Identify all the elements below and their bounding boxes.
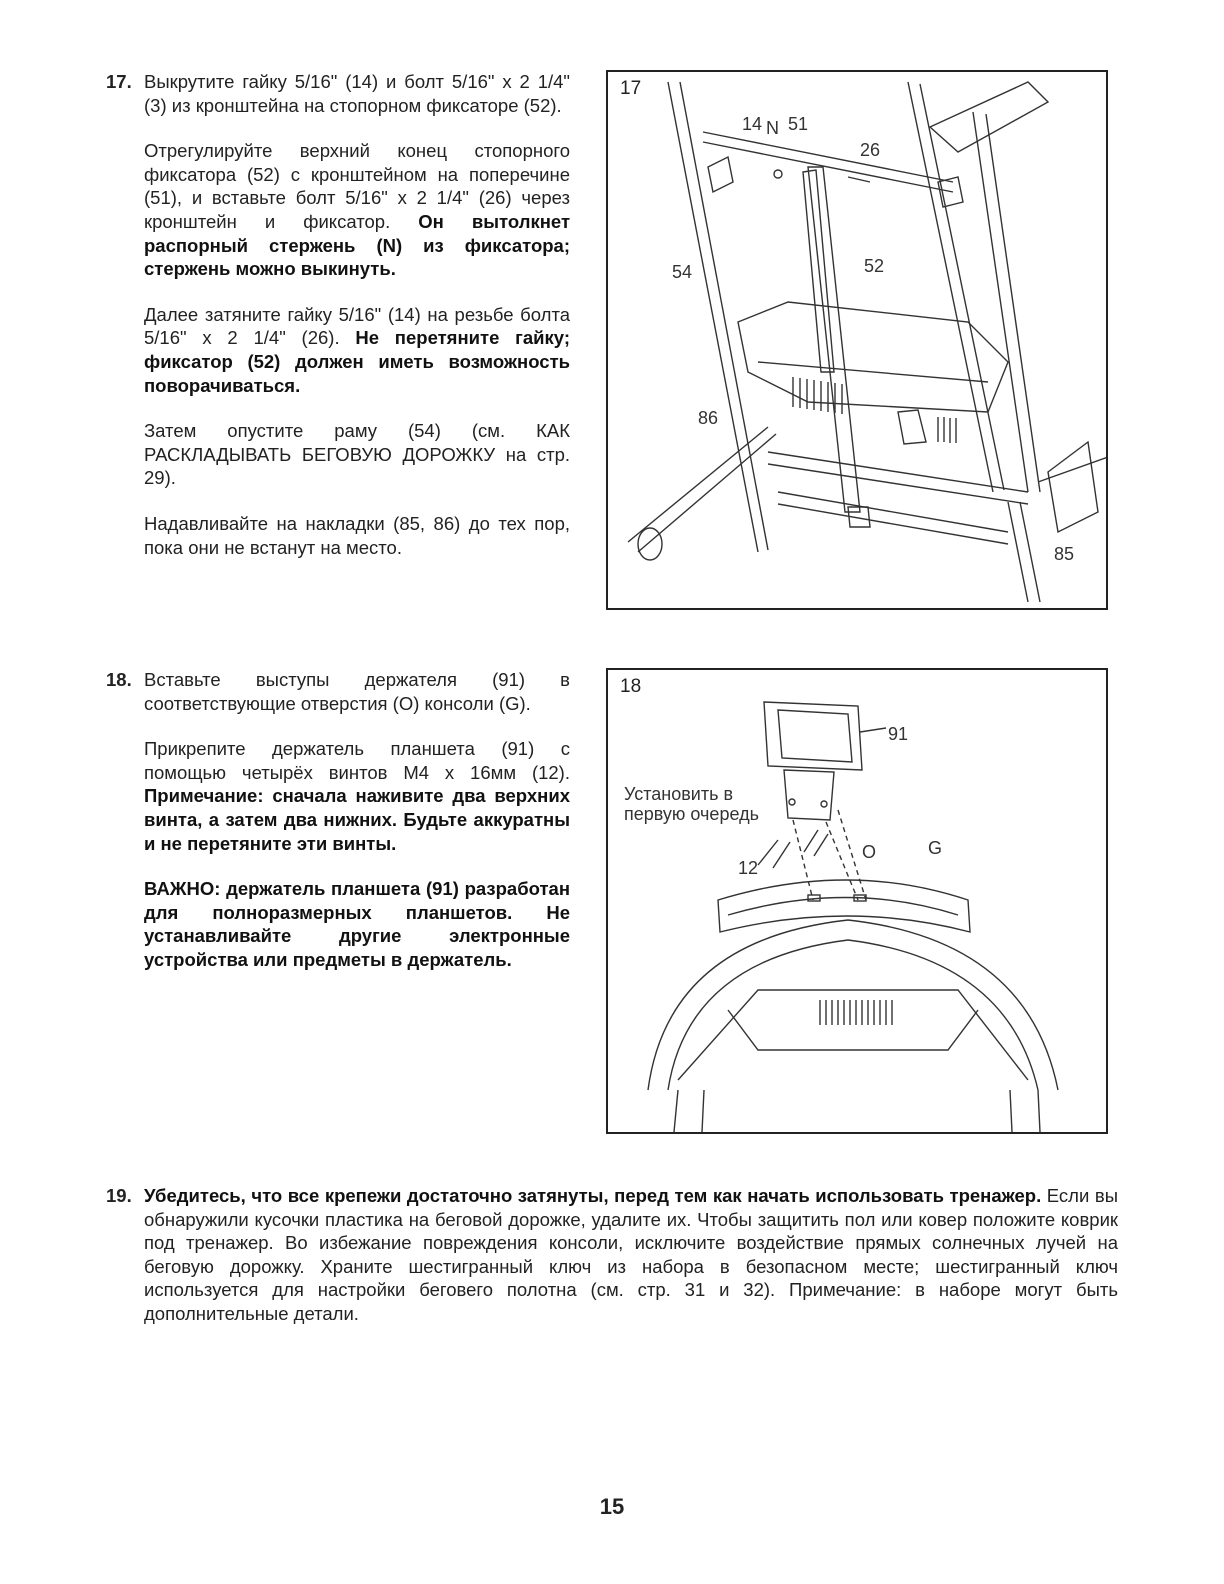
callout-g: G: [928, 838, 943, 858]
callout-51: 51: [788, 114, 809, 134]
callout-91: 91: [888, 724, 909, 744]
callout-12: 12: [738, 858, 759, 878]
paragraph: Убедитесь, что все крепежи достаточно затянуты, перед тем как начать использовать тренажер. Если вы обнаружили кусочки пластика на беговой дорожке, удалите их. Чтобы защитить пол или ковер положите коврик под тренажер. Во избежание повреждения консоли, исключите воздействие прямых солнечных лучей на беговую дорожку. Храните шестигранный ключ из набора в безопасном месте; шестигранный ключ используется для настройки беговего полотна (см. стр. 31 и 32). Примечание: в наборе могут быть дополнительные детали.: [144, 1185, 1118, 1324]
paragraph: Надавливайте на накладки (85, 86) до тех пор, пока они не встанут на место.: [144, 512, 570, 558]
paragraph: Выкрутите гайку 5/16" (14) и болт 5/16" x 2 1/4" (3) из кронштейна на стопорном фиксаторе (52).: [144, 71, 570, 116]
callout-54: 54: [672, 262, 693, 282]
figure-18: [606, 668, 1108, 1134]
paragraph: Затем опустите раму (54) (см. КАК РАСКЛАДЫВАТЬ БЕГОВУЮ ДОРОЖКУ на стр. 29).: [144, 420, 570, 489]
callout-26: 26: [860, 140, 881, 160]
step-number: 18.: [106, 669, 132, 690]
callout-n: N: [766, 118, 779, 138]
console-tablet-holder-drawing: [608, 670, 1106, 1132]
paragraph: ВАЖНО: держатель планшета (91) разработан для полноразмерных планшетов. Не устанавливайте другие электронные устройства или предметы в держатель.: [144, 878, 570, 970]
treadmill-frame-drawing: [608, 72, 1106, 608]
callout-o: O: [862, 842, 877, 862]
figure-17: [606, 70, 1108, 610]
figure-number: 17: [620, 78, 642, 99]
figure-number: 18: [620, 676, 642, 697]
page-number: 15: [599, 1494, 625, 1519]
step-17: [106, 70, 570, 559]
paragraph: Далее затяните гайку 5/16" (14) на резьбе болта 5/16" x 2 1/4" (26). Не перетяните гайку; фиксатор (52) должен иметь возможность поворачиваться.: [144, 303, 570, 396]
step-19: [106, 1184, 1118, 1326]
step-number: 17.: [106, 71, 132, 92]
step-18: [106, 668, 570, 972]
paragraph: Прикрепите держатель планшета (91) с помощью четырёх винтов M4 x 16мм (12). Примечание: сначала наживите два верхних винта, а затем два нижних. Будьте аккуратны и не перетяните эти винты.: [144, 738, 570, 854]
callout-85: 85: [1054, 544, 1075, 564]
paragraph: Отрегулируйте верхний конец стопорного фиксатора (52) с кронштейном на поперечине (51), и вставьте болт 5/16" x 2 1/4" (26) через кронштейн и фиксатор. Он вытолкнет распорный стержень (N) из фиксатора; стержень можно выкинуть.: [144, 140, 571, 280]
callout-52: 52: [864, 256, 885, 276]
callout-14: 14: [742, 114, 763, 134]
callout-86: 86: [698, 408, 719, 428]
paragraph: Вставьте выступы держателя (91) в соответствующие отверстия (O) консоли (G).: [144, 669, 570, 714]
step-number: 19.: [106, 1185, 132, 1206]
install-first-note: Установить в первую очередь: [624, 784, 759, 824]
